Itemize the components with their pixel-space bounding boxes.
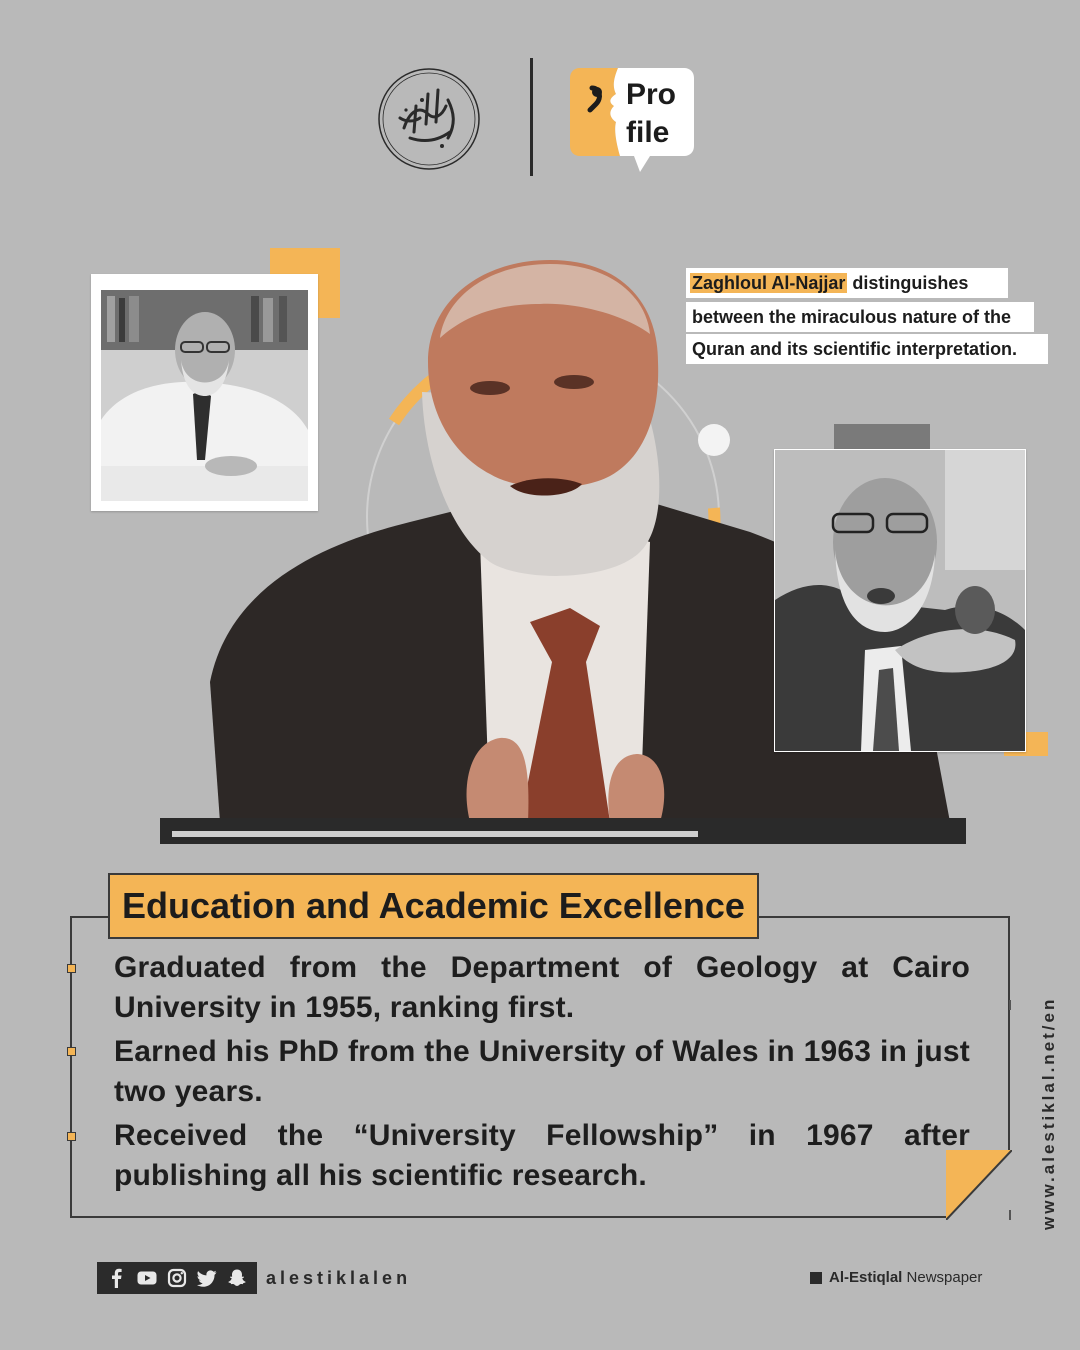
decorative-white-dot <box>698 424 730 456</box>
facebook-icon[interactable] <box>107 1268 127 1288</box>
bullet-marker-2 <box>67 1047 76 1056</box>
header-divider <box>530 58 533 176</box>
right-photo-frame <box>774 449 1026 752</box>
bullet-text-2: Earned his PhD from the University of Wales in 1963 in just two years. <box>114 1035 970 1108</box>
quote-line-3: Quran and its scientific interpretation. <box>686 334 1048 364</box>
quote-line-1 <box>686 268 1008 298</box>
side-tick-bottom <box>1009 1210 1011 1220</box>
side-tick-top <box>1009 1000 1011 1010</box>
profile-logo-word-1: Pro <box>626 78 677 111</box>
side-url[interactable]: www.alestiklal.net/en <box>1039 996 1058 1230</box>
quote-line-2: between the miraculous nature of the <box>686 302 1034 332</box>
newspaper-name-bold: Al-Estiqlal <box>829 1269 903 1286</box>
youtube-icon[interactable] <box>137 1268 157 1288</box>
photo-base-line <box>172 831 698 837</box>
newspaper-square-icon <box>810 1272 822 1284</box>
left-photo-frame <box>91 274 318 511</box>
right-photo <box>775 450 1025 751</box>
quote-highlight-name: Zaghloul Al-Najjar <box>692 273 846 293</box>
twitter-icon[interactable] <box>197 1268 217 1288</box>
quote-line-1-rest: distinguishes <box>847 273 969 293</box>
section-title: Education and Academic Excellence <box>108 873 759 939</box>
instagram-icon[interactable] <box>167 1268 187 1288</box>
newspaper-name <box>829 1268 982 1288</box>
social-handle[interactable]: alestiklalen <box>266 1268 412 1288</box>
profile-logo <box>570 68 694 174</box>
bullet-text-1: Graduated from the Department of Geology at Cairo University in 1955, ranking first. <box>114 951 970 1024</box>
snapchat-icon[interactable] <box>227 1268 247 1288</box>
social-icons-bar <box>97 1262 257 1294</box>
newspaper-name-rest: Newspaper <box>902 1269 983 1286</box>
profile-logo-word-2: file <box>626 116 670 149</box>
estiklal-calligraphy-logo <box>376 66 482 172</box>
bullet-text-3: Received the “University Fellowship” in 1967 after publishing all his scientific research. <box>114 1119 970 1192</box>
bullet-marker-1 <box>67 964 76 973</box>
bullet-marker-3 <box>67 1132 76 1141</box>
left-photo <box>101 290 308 501</box>
